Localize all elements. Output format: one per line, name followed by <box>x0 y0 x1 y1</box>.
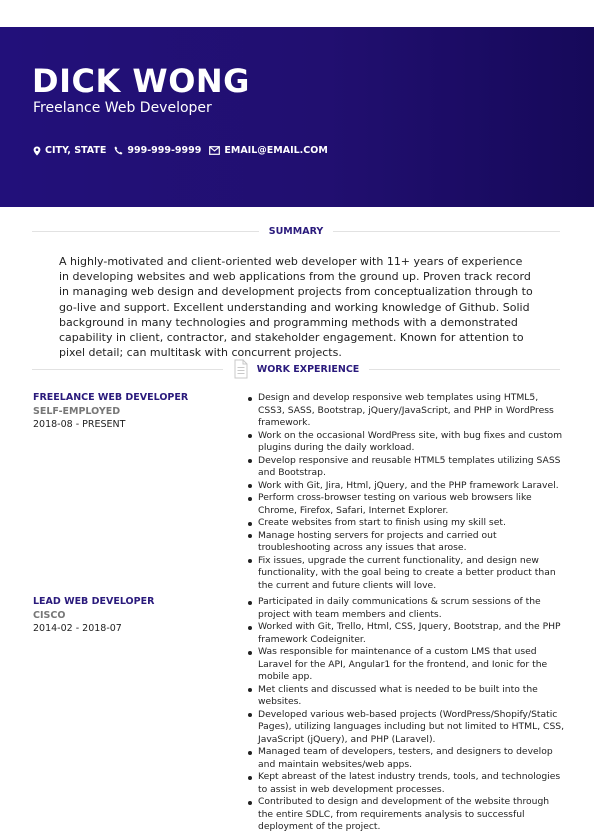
contact-email-text: EMAIL@EMAIL.COM <box>224 145 328 156</box>
job-dates: 2014-02 - 2018-07 <box>33 623 122 634</box>
list-item: Was responsible for maintenance of a custom LMS that used Laravel for the API, Angular1 for the frontend, and Ionic for the mobile app. <box>247 646 565 684</box>
summary-heading: SUMMARY <box>268 226 324 237</box>
contact-email[interactable] <box>209 145 327 156</box>
list-item: Develop responsive and reusable HTML5 templates utilizing SASS and Bootstrap. <box>247 455 565 480</box>
divider <box>32 369 223 370</box>
divider <box>369 369 560 370</box>
list-item: Work on the occasional WordPress site, with bug fixes and custom plugins during the daily workload. <box>247 430 565 455</box>
job-dates: 2018-08 - PRESENT <box>33 419 126 430</box>
job-meta <box>33 391 188 432</box>
experience-section-header <box>32 359 560 379</box>
list-item: Manage hosting servers for projects and carried out troubleshooting across any issues that arose. <box>247 530 565 555</box>
divider <box>333 231 560 232</box>
contact-location <box>33 145 106 156</box>
list-item: Worked with Git, Trello, Html, CSS, Jquery, Bootstrap, and the PHP framework Codeigniter. <box>247 621 565 646</box>
list-item: Participated in daily communications & scrum sessions of the project with team members and clients. <box>247 596 565 621</box>
list-item: Perform cross-browser testing on various web browsers like Chrome, Firefox, Safari, Internet Explorer. <box>247 492 565 517</box>
divider <box>32 231 259 232</box>
job-bullet-list <box>247 392 565 592</box>
document-icon <box>233 359 249 379</box>
job-company: SELF-EMPLOYED <box>33 405 121 417</box>
job-meta <box>33 595 154 636</box>
summary-text: A highly-motivated and client-oriented web developer with 11+ years of experience in developing websites and web applications from the ground up. Proven track record in managing web design and development projects from conceptualization through to go-live and support. Excellent understanding and working knowledge of Github. Solid background in many technologies and programming methods with a demonstrated capability in client, contractor, and stakeholder engagement. Known for attention to pixel detail; can multitask with concurrent projects. <box>59 255 533 360</box>
contact-phone-text: 999-999-9999 <box>127 145 202 156</box>
candidate-role: Freelance Web Developer <box>33 100 212 116</box>
list-item: Fix issues, upgrade the current functionality, and design new functionality, with the goal being to create a better product than the current and future clients will love. <box>247 555 565 593</box>
list-item: Contributed to design and development of the website through the entire SDLC, from requirements analysis to successful deployment of the project. <box>247 796 565 834</box>
candidate-name: DICK WONG <box>32 62 250 100</box>
list-item: Work with Git, Jira, Html, jQuery, and the PHP framework Laravel. <box>247 480 565 493</box>
list-item: Met clients and discussed what is needed to be built into the websites. <box>247 684 565 709</box>
list-item: Managed team of developers, testers, and designers to develop and maintain websites/web apps. <box>247 746 565 771</box>
location-pin-icon <box>33 146 41 156</box>
list-item: Kept abreast of the latest industry trends, tools, and technologies to assist in web development processes. <box>247 771 565 796</box>
list-item: Create websites from start to finish using my skill set. <box>247 517 565 530</box>
envelope-icon <box>209 146 220 155</box>
resume-header <box>0 27 594 207</box>
contact-location-text: CITY, STATE <box>45 145 107 156</box>
job-company: CISCO <box>33 609 66 621</box>
job-title: LEAD WEB DEVELOPER <box>33 596 155 607</box>
page-top-margin <box>0 0 594 27</box>
experience-heading-wrap <box>223 359 370 379</box>
contact-phone[interactable] <box>114 145 201 156</box>
job-bullet-list <box>247 596 565 834</box>
list-item: Developed various web-based projects (WordPress/Shopify/Static Pages), utilizing languages including but not limited to HTML, CSS, JavaScript (jQuery), and PHP (Laravel). <box>247 709 565 747</box>
experience-heading: WORK EXPERIENCE <box>256 363 360 375</box>
contact-bar <box>33 145 336 156</box>
list-item: Design and develop responsive web templates using HTML5, CSS3, SASS, Bootstrap, jQuery/JavaScript, and PHP in WordPress framework. <box>247 392 565 430</box>
job-title: FREELANCE WEB DEVELOPER <box>33 392 189 403</box>
phone-icon <box>114 146 123 155</box>
summary-section-header <box>32 226 560 237</box>
